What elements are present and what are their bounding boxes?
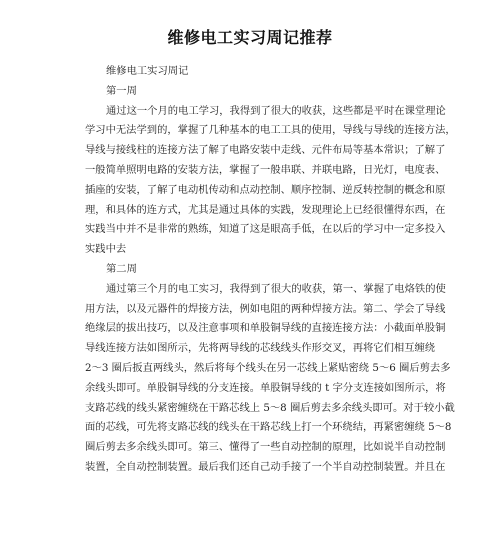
text-line: 余线头即可。单股铜导线的分支连接。单股铜导线的 t 字分支连接如图所示，将: [85, 381, 446, 394]
text-line: 支路芯线的线头紧密缠绕在干路芯线上 5～8 圈后剪去多余线头即可。对于较小截: [85, 401, 455, 414]
text-line: 实践当中并不是非常的熟练，知道了这是眼高手低，在以后的学习中一定多投入: [85, 223, 446, 236]
text-line: 第一周: [106, 84, 137, 97]
document-body: [85, 62, 456, 478]
text-line: 绝缘层的拔出技巧，以及注意事项和单股铜导线的直接连接方法：小截面单股铜: [85, 322, 446, 335]
text-line: 2～3 圈后扳直两线头，然后将每个线头在另一芯线上紧贴密绕 5～6 圈后剪去多: [85, 361, 451, 374]
text-line: 一般简单照明电路的安装方法，掌握了一般串联、并联电路，日光灯，电度表、: [85, 163, 446, 176]
text-line: 通过这一个月的电工学习，我得到了很大的收获，这些都是平时在课堂理论: [106, 104, 446, 117]
text-line: 理，和具体的连方式，尤其是通过具体的实践，发现理论上已经很懂得东西，在: [85, 203, 446, 216]
text-line: 第二周: [106, 262, 137, 275]
text-line: 导线与接线柱的连接方法了解了电路安装中走线、元件布局等基本常识；了解了: [85, 144, 446, 157]
text-line: 插座的安装，了解了电动机传动和点动控制、顺序控制、逆反转控制的概念和原: [85, 183, 446, 196]
text-line: 圈后剪去多余线头即可。第三、懂得了一些自动控制的原理，比如说半自动控制: [85, 441, 446, 454]
text-line: 实践中去: [85, 243, 127, 256]
text-line: 用方法，以及元器件的焊接方法，例如电阻的两种焊接方法。第二、学会了导线: [85, 302, 446, 315]
text-line: 装置，全自动控制装置。最后我们还自己动手接了一个半自动控制装置。并且在: [85, 460, 446, 473]
text-line: 面的芯线，可先将支路芯线的线头在干路芯线上打一个环绕结，再紧密缠绕 5～8: [85, 421, 452, 434]
document-title: 维修电工实习周记推荐: [167, 28, 333, 47]
text-line: 导线连接方法如图所示，先将两导线的芯线线头作形交叉，再将它们相互缠绕: [85, 342, 436, 355]
text-line: 学习中无法学到的，掌握了几种基本的电工工具的使用，导线与导线的连接方法，: [85, 124, 456, 137]
text-line: 通过第三个月的电工实习，我得到了很大的收获，第一、掌握了电烙铁的使: [106, 282, 446, 295]
text-line: 维修电工实习周记: [106, 65, 189, 77]
